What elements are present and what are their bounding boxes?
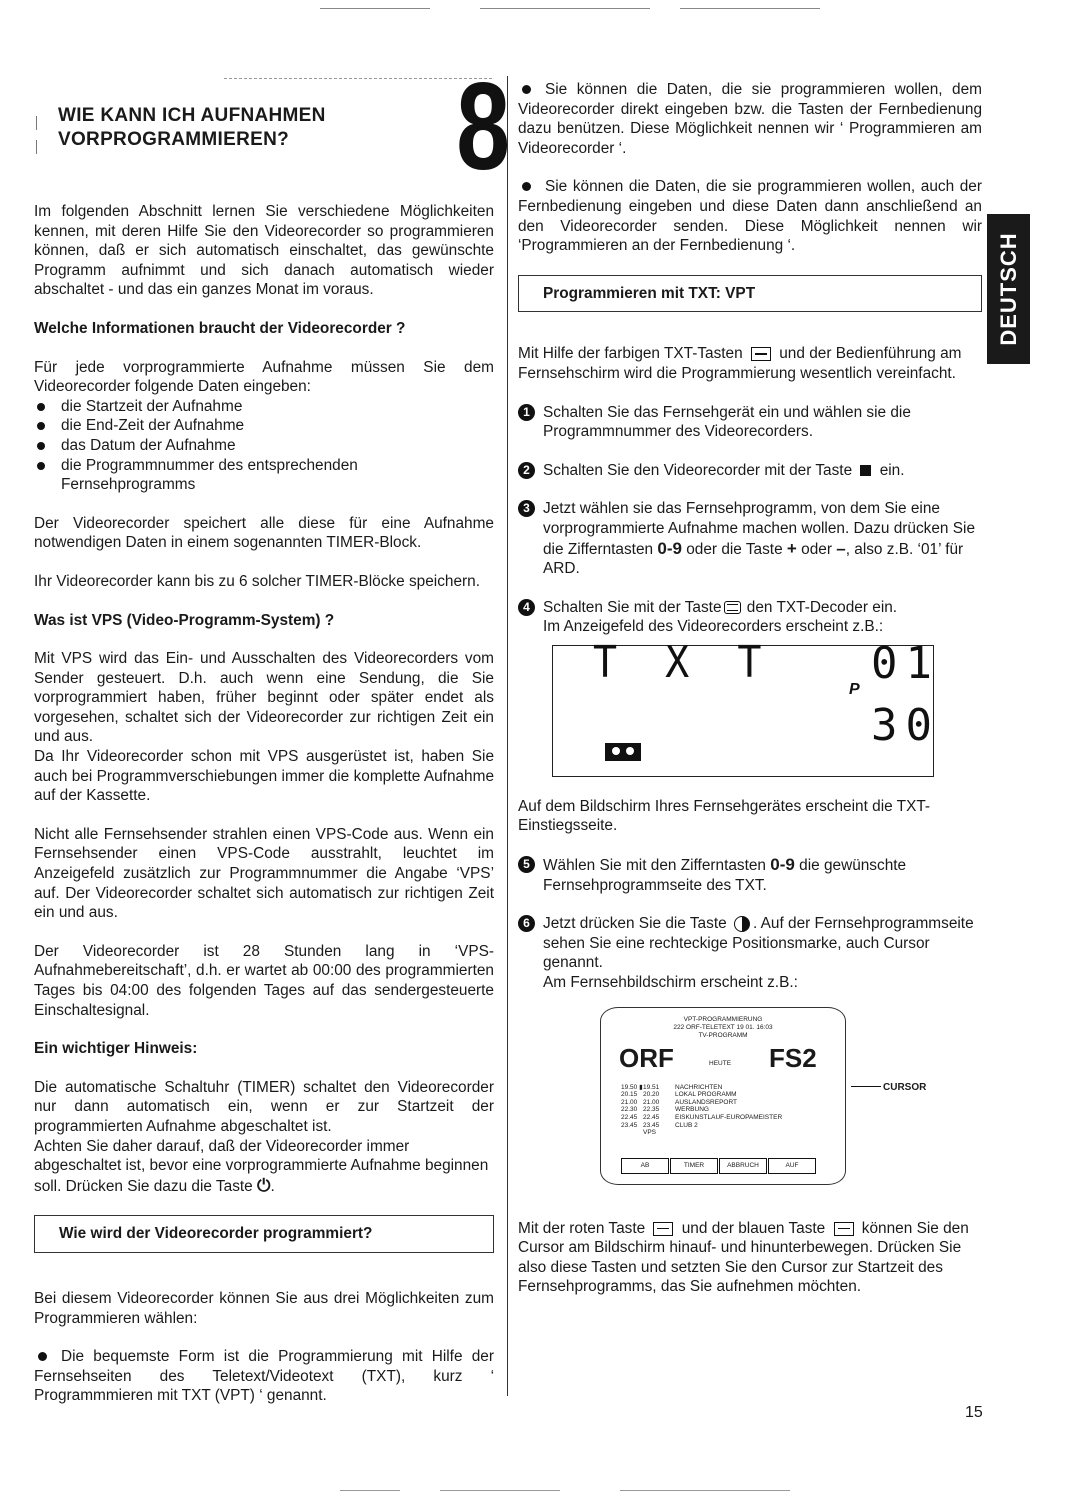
- heading-information: Welche Informationen braucht der Videorecorder ?: [34, 319, 406, 337]
- section-box-programming: Wie wird der Videorecorder programmiert?: [34, 1215, 494, 1253]
- final-text: Mit der roten Taste: [518, 1219, 646, 1237]
- stop-key-icon: [860, 465, 871, 476]
- tv-button-bar: [621, 1158, 817, 1174]
- chapter-number: 8: [456, 58, 511, 196]
- language-tab: [987, 214, 1030, 364]
- tv-button-timer: TIMER: [670, 1158, 718, 1174]
- info-paragraph: Für jede vorprogrammierte Aufnahme müssen Sie dem Videorecorder folgende Daten eingeben:: [34, 358, 494, 396]
- header-tick: [36, 116, 37, 130]
- prog-paragraph: Bei diesem Videorecorder können Sie aus drei Möglichkeiten zum Programmieren wählen:: [34, 1289, 494, 1327]
- step-text: . Auf der Fernsehprogrammseite sehen Sie eine rechteckige Positionsmarke, auch Cursor genannt.: [543, 915, 974, 972]
- step-text: oder die Taste: [686, 540, 783, 558]
- cursor-pointer-line: [851, 1086, 881, 1087]
- step-text: ein.: [879, 461, 905, 479]
- tv-program-row: 22.45 22.45 EISKUNSTLAUF-EUROPAMEISTER: [621, 1114, 783, 1121]
- list-item: die Programmnummer des entsprechenden Fernsehprogramms: [34, 456, 494, 495]
- step-6: [518, 914, 982, 992]
- scan-artifact: [680, 8, 820, 9]
- scan-artifact: [340, 1490, 400, 1491]
- tv-program-row: 19.50 ▮ 19.51 NACHRICHTEN: [621, 1083, 723, 1091]
- option-text: Die bequemste Form ist die Programmierung mit Hilfe der Fernsehseiten des Teletext/Videotext (TXT), kurz ‘ Programmmieren mit TXT (VPT) ‘ genannt.: [34, 1348, 494, 1405]
- teletext-key-icon: [724, 601, 741, 614]
- tv-header-line: TV-PROGRAMM: [698, 1031, 748, 1039]
- column-divider: [507, 76, 508, 1396]
- scan-artifact: [440, 1490, 560, 1491]
- step-text: Im Anzeigefeld des Videorecorders erscheint z.B.:: [543, 618, 884, 636]
- lcd-display: [552, 637, 940, 777]
- timer-paragraph: Der Videorecorder speichert alle diese für eine Aufnahme notwendigen Daten in einem sogenannten TIMER-Block.: [34, 514, 494, 552]
- minus-key-icon: –: [836, 538, 846, 558]
- tv-program-row: 21.00 21.00 AUSLANDSREPORT: [621, 1098, 738, 1106]
- option-item: [518, 80, 982, 158]
- vpt-intro: [518, 344, 982, 383]
- info-list: [34, 397, 494, 495]
- txt-key-icon: [751, 347, 771, 361]
- final-paragraph: [518, 1219, 982, 1297]
- bullet-icon: [522, 182, 531, 191]
- option-text: Sie können die Daten, die sie programmieren wollen, auch der Fernbedienung eingeben und diese Daten dann anschließend an den Videorecorder senden. Diese Möglichkeit nennen wir ‘Programmieren an der Fernbedienung ‘.: [518, 178, 982, 255]
- cursor-key-icon: [734, 916, 750, 932]
- tv-channel-right: FS2: [769, 1042, 817, 1073]
- tv-button-auf: AUF: [768, 1158, 816, 1174]
- scan-artifact: [480, 8, 650, 9]
- tv-screen-illustration: [600, 1007, 927, 1185]
- step-text: Jetzt drücken Sie die Taste: [543, 915, 727, 933]
- list-item: das Datum der Aufnahme: [34, 436, 494, 456]
- language-tab-label: DEUTSCH: [995, 232, 1021, 346]
- tv-button-ab: AB: [621, 1158, 669, 1174]
- left-column: [34, 58, 511, 1425]
- step-number-icon: 1: [518, 404, 535, 421]
- tv-header-line: VPT-PROGRAMMIERUNG: [683, 1015, 763, 1023]
- step-text: Wählen Sie mit den Zifferntasten: [543, 857, 766, 875]
- step-text: Am Fernsehbildschirm erscheint z.B.:: [543, 974, 798, 992]
- bullet-icon: [522, 85, 531, 94]
- digit-keys-label: 0-9: [770, 855, 795, 875]
- tv-channel-left: ORF: [619, 1042, 674, 1073]
- hint-paragraph: Die automatische Schaltuhr (TIMER) schaltet den Videorecorder nur dann automatisch ein, wenn er zur Startzeit der programmierten Aufnahme abgeschaltet ist.: [34, 1078, 494, 1135]
- list-item: die Startzeit der Aufnahme: [34, 397, 494, 417]
- step-2: [518, 461, 982, 481]
- tv-program-row: 23.45 23.45 CLUB 2: [621, 1121, 698, 1129]
- heading-hint: Ein wichtiger Hinweis:: [34, 1040, 198, 1058]
- header-tick: [36, 140, 37, 154]
- tv-program-row: 20.15 20.20 LOKAL PROGRAMM: [621, 1091, 737, 1099]
- step-text: Jetzt wählen sie das Fernsehprogramm, von dem Sie eine vorprogrammierte Aufnahme machen wollen. Dazu drücken Sie die Zifferntasten: [543, 500, 976, 558]
- section-box-vpt: Programmieren mit TXT: VPT: [518, 275, 982, 313]
- after-lcd-paragraph: Auf dem Bildschirm Ihres Fernsehgerätes erscheint die TXT-Einstiegsseite.: [518, 797, 931, 835]
- vps-paragraph: Da Ihr Videorecorder schon mit VPS ausgerüstet ist, haben Sie auch bei Programmverschiebungen immer die komplette Aufnahme auf der Kassette.: [34, 748, 494, 805]
- tv-program-row: 22.30 22.35 WERBUNG: [621, 1106, 709, 1114]
- step-number-icon: 5: [518, 856, 535, 873]
- step-number-icon: 6: [518, 915, 535, 932]
- chapter-title-line1: WIE KANN ICH AUFNAHMEN: [58, 105, 326, 126]
- step-text: Schalten Sie den Videorecorder mit der Taste: [543, 461, 853, 479]
- step-text: Schalten Sie mit der Taste: [543, 598, 722, 616]
- hint-text: Achten Sie daher darauf, daß der Videorecorder immer abgeschaltet ist, bevor eine vorprogrammierte Aufnahme beginnen soll. Drücken Sie dazu die Taste: [34, 1137, 489, 1195]
- chapter-title: [58, 104, 326, 152]
- plus-key-icon: +: [786, 538, 797, 558]
- option-text: Sie können die Daten, die sie programmieren wollen, dem Videorecorder direkt eingeben bzw. die Tasten der Fernbedienung dazu benützen. Diese Möglichkeit nennen wir ‘ Programmieren am Videorecorder ‘.: [518, 81, 982, 157]
- scan-artifact: [320, 8, 430, 9]
- vps-paragraph: Nicht alle Fernsehsender strahlen einen VPS-Code aus. Wenn ein Fernsehsender einen VPS-Code ausstrahlt, leuchtet im Anzeigefeld zusätzlich zur Programmnummer die Angabe ‘VPS’ auf. Der Videorecorder schaltet sich automatisch zur richtigen Zeit ein und aus.: [34, 825, 494, 922]
- right-column: [518, 80, 982, 1316]
- step-number-icon: 2: [518, 462, 535, 479]
- bullet-icon: [38, 1352, 47, 1361]
- tv-program-list: [621, 1084, 782, 1137]
- step-1: [518, 403, 982, 442]
- page-number: 15: [965, 1404, 983, 1421]
- option-item: [34, 1347, 494, 1406]
- step-3: [518, 499, 982, 578]
- cassette-icon: [605, 743, 641, 761]
- step-number-icon: 3: [518, 500, 535, 517]
- vps-paragraph: Der Videorecorder ist 28 Stunden lang in ‘VPS-Aufnahmebereitschaft’, d.h. er wartet ab 00:00 des programmierten Tages bis 04:00 des folgenden Tages auf das sendergesteuerte Einschaltesignal.: [34, 942, 494, 1019]
- step-5: [518, 855, 982, 895]
- chapter-header: [34, 58, 511, 196]
- power-icon: ⏻: [257, 1175, 271, 1195]
- vpt-intro-text: Mit Hilfe der farbigen TXT-Tasten: [518, 345, 743, 363]
- intro-paragraph: Im folgenden Abschnitt lernen Sie verschiedene Möglichkeiten kennen, mit deren Hilfe Sie den Videorecorder so programmieren können, daß er sich automatisch einschaltet, das gewünschte Programm aufnimmt und sich danach automatisch wieder abschaltet - und das ein ganzes Monat im voraus.: [34, 203, 494, 299]
- lcd-counter: 30: [871, 699, 940, 751]
- red-key-icon: [653, 1222, 673, 1236]
- tv-button-abbruch: ABBRUCH: [719, 1158, 767, 1174]
- tv-today-label: HEUTE: [709, 1059, 732, 1067]
- step-text: Schalten Sie das Fernsehgerät ein und wählen sie die Programmnummer des Videorecorders.: [543, 403, 911, 441]
- step-4: [518, 598, 982, 637]
- lcd-txt: T X T: [593, 637, 774, 689]
- final-text: und der blauen Taste: [681, 1219, 826, 1237]
- heading-vps: Was ist VPS (Video-Programm-System) ?: [34, 611, 335, 629]
- blocks-paragraph: Ihr Videorecorder kann bis zu 6 solcher TIMER-Blöcke speichern.: [34, 572, 480, 590]
- lcd-p: P: [849, 680, 860, 698]
- tv-header-line: 222 ORF-TELETEXT 19 01. 16:03: [673, 1023, 773, 1031]
- scan-artifact: [620, 1490, 790, 1491]
- hint-paragraph: Achten Sie daher darauf, daß der Videorecorder immer abgeschaltet ist, bevor eine vorprogrammierte Aufnahme beginnen soll. Drücken Sie dazu die Taste ⏻.: [34, 1137, 489, 1195]
- option-item: [518, 177, 982, 255]
- step-text: oder: [801, 540, 832, 558]
- step-text: , also z.B. ‘01’ für ARD.: [543, 540, 964, 578]
- vps-paragraph: Mit VPS wird das Ein- und Ausschalten des Videorecorders vom Sender gesteuert. D.h. auch wenn eine Sendung, die Sie vorprogrammiert haben, früher beginnt oder später endet als vorgesehen, schaltet sich der Videorecorder zur richtigen Zeit ein und aus.: [34, 650, 494, 746]
- step-text: die gewünschte Fernsehprogrammseite des TXT.: [543, 857, 907, 894]
- step-text: den TXT-Decoder ein.: [746, 598, 898, 616]
- blue-key-icon: [834, 1222, 854, 1236]
- lcd-program-number: 01: [871, 637, 940, 689]
- final-text: können Sie den Cursor am Bildschirm hinauf- und hinunterbewegen. Drücken Sie also diese Tasten und setzten Sie den Cursor zur Startzeit des Fernsehprogramms, das Sie aufnehmen möchten.: [518, 1219, 969, 1296]
- digit-keys-label: 0-9: [657, 538, 682, 558]
- chapter-title-line2: VORPROGRAMMIEREN?: [58, 129, 289, 150]
- list-item: die End-Zeit der Aufnahme: [34, 416, 494, 436]
- cursor-label: CURSOR: [883, 1081, 927, 1093]
- tv-program-row: VPS: [643, 1129, 657, 1137]
- step-number-icon: 4: [518, 599, 535, 616]
- vpt-intro-text: und der Bedienführung am Fernsehschirm wird die Programmierung wesentlich vereinfacht.: [518, 345, 962, 382]
